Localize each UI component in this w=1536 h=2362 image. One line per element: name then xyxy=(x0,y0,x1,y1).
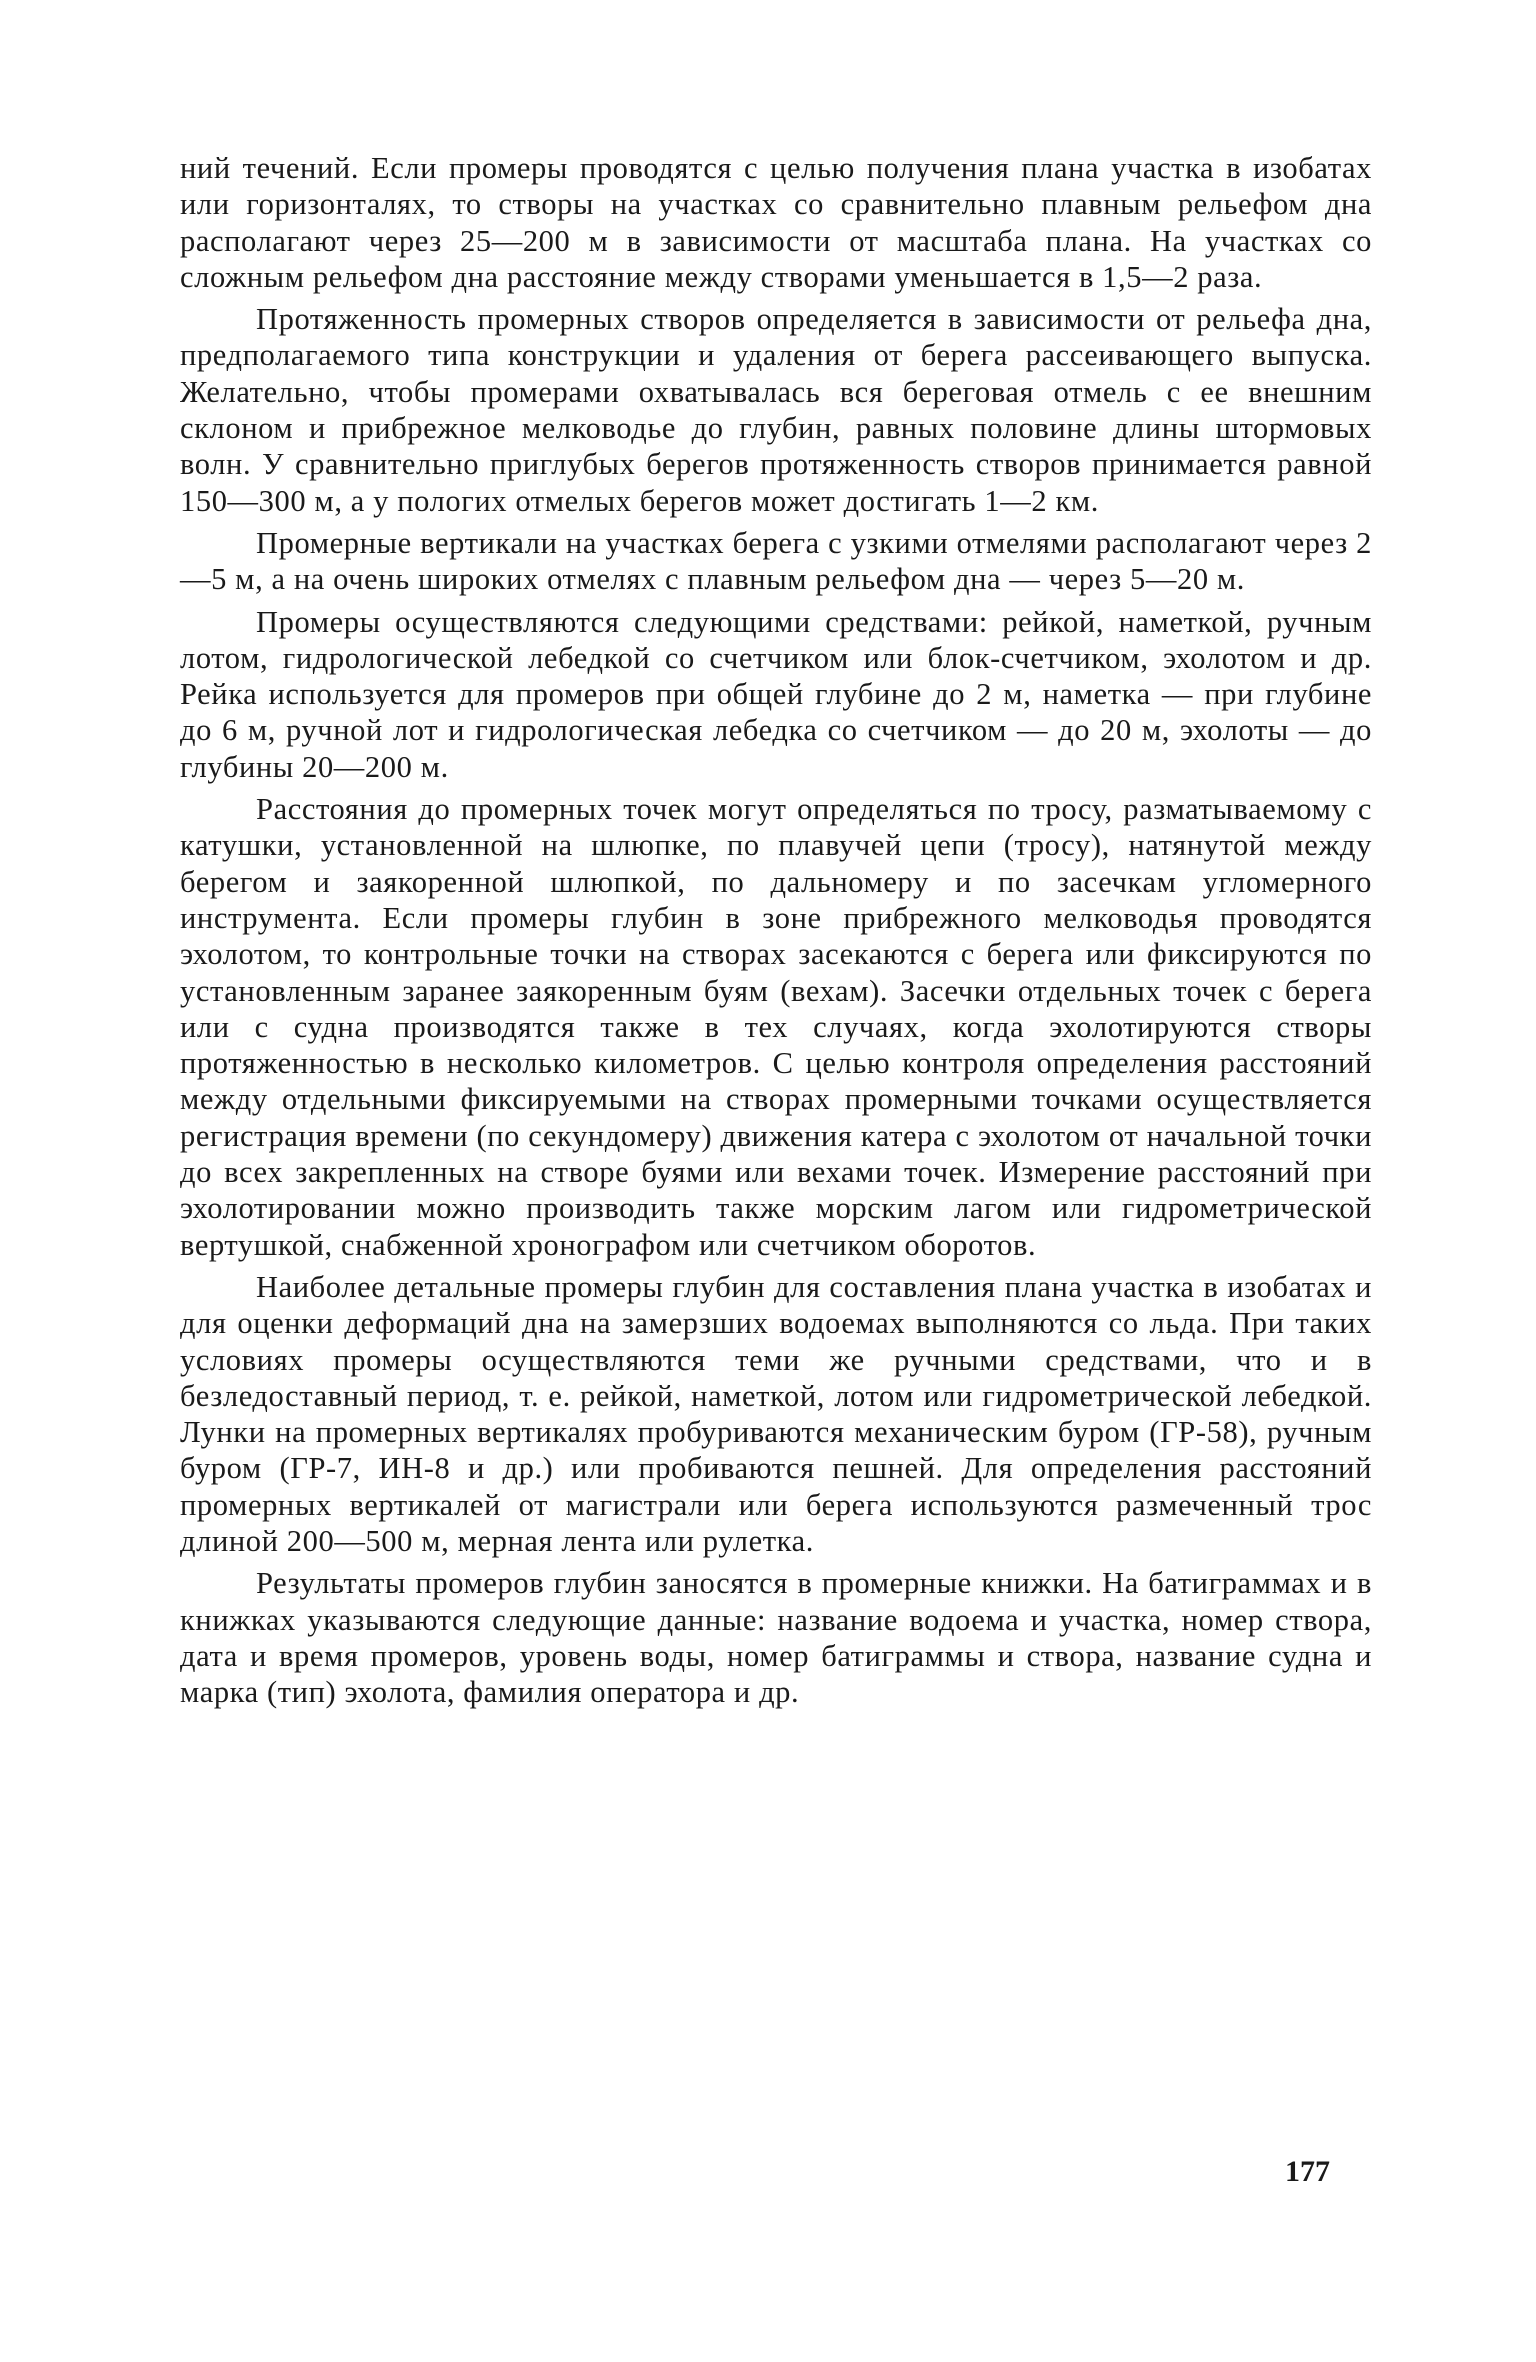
paragraph-5: Расстояния до промерных точек могут определяться по тросу, разматываемому с катушки, установленной на шлюпке, по плавучей цепи (тросу), натянутой между берегом и заякоренной шлюпкой, по дальномеру и по засечкам угломерного инструмента. Если промеры глубин в зоне прибрежного мелководья проводятся эхолотом, то контрольные точки на створах засекаются с берега или фиксируются по установленным заранее заякоренным буям (вехам). Засечки отдельных точек с берега или с судна производятся также в тех случаях, когда эхолотируются створы протяженностью в несколько километров. С целью контроля определения расстояний между отдельными фиксируемыми на створах промерными точками осуществляется регистрация времени (по секундомеру) движения катера с эхолотом от начальной точки до всех закрепленных на створе буями или вехами точек. Измерение расстояний при эхолотировании можно производить также морским лагом или гидрометрической вертушкой, снабженной хронографом или счетчиком оборотов. xyxy=(180,792,1372,1262)
paragraph-2: Протяженность промерных створов определяется в зависимости от рельефа дна, предполагаемого типа конструкции и удаления от берега рассеивающего выпуска. Желательно, чтобы промерами охватывалась вся береговая отмель с ее внешним склоном и прибрежное мелководье до глубин, равных половине длины штормовых волн. У сравнительно приглубых берегов протяженность створов принимается равной 150—300 м, а у пологих отмелых берегов может достигать 1—2 км. xyxy=(180,302,1372,518)
paragraph-6: Наиболее детальные промеры глубин для составления плана участка в изобатах и для оценки деформаций дна на замерзших водоемах выполняются со льда. При таких условиях промеры осуществляются теми же ручными средствами, что и в безледоставный период, т. е. рейкой, наметкой, лотом или гидрометрической лебедкой. Лунки на промерных вертикалях пробуриваются механическим буром (ГР-58), ручным буром (ГР-7, ИН-8 и др.) или пробиваются пешней. Для определения расстояний промерных вертикалей от магистрали или берега используются размеченный трос длиной 200—500 м, мерная лента или рулетка. xyxy=(180,1269,1372,1558)
paragraph-7: Результаты промеров глубин заносятся в промерные книжки. На батиграммах и в книжках указываются следующие данные: название водоема и участка, номер створа, дата и время промеров, уровень воды, номер батиграммы и створа, название судна и марка (тип) эхолота, фамилия оператора и др. xyxy=(180,1566,1372,1710)
paragraph-1: ний течений. Если промеры проводятся с целью получения плана участка в изобатах или горизонталях, то створы на участках со сравнительно плавным рельефом дна располагают через 25—200 м в зависимости от масштаба плана. На участках со сложным рельефом дна расстояние между створами уменьшается в 1,5—2 раза. xyxy=(180,151,1372,294)
page-body xyxy=(180,150,1372,1716)
paragraph-3: Промерные вертикали на участках берега с узкими отмелями располагают через 2—5 м, а на очень широких отмелях с плавным рельефом дна — через 5—20 м. xyxy=(180,525,1372,597)
paragraph-4: Промеры осуществляются следующими средствами: рейкой, наметкой, ручным лотом, гидрологической лебедкой со счетчиком или блок-счетчиком, эхолотом и др. Рейка используется для промеров при общей глубине до 2 м, наметка — при глубине до 6 м, ручной лот и гидрологическая лебедка со счетчиком — до 20 м, эхолоты — до глубины 20—200 м. xyxy=(180,604,1372,784)
page-number: 177 xyxy=(1285,2155,1330,2188)
